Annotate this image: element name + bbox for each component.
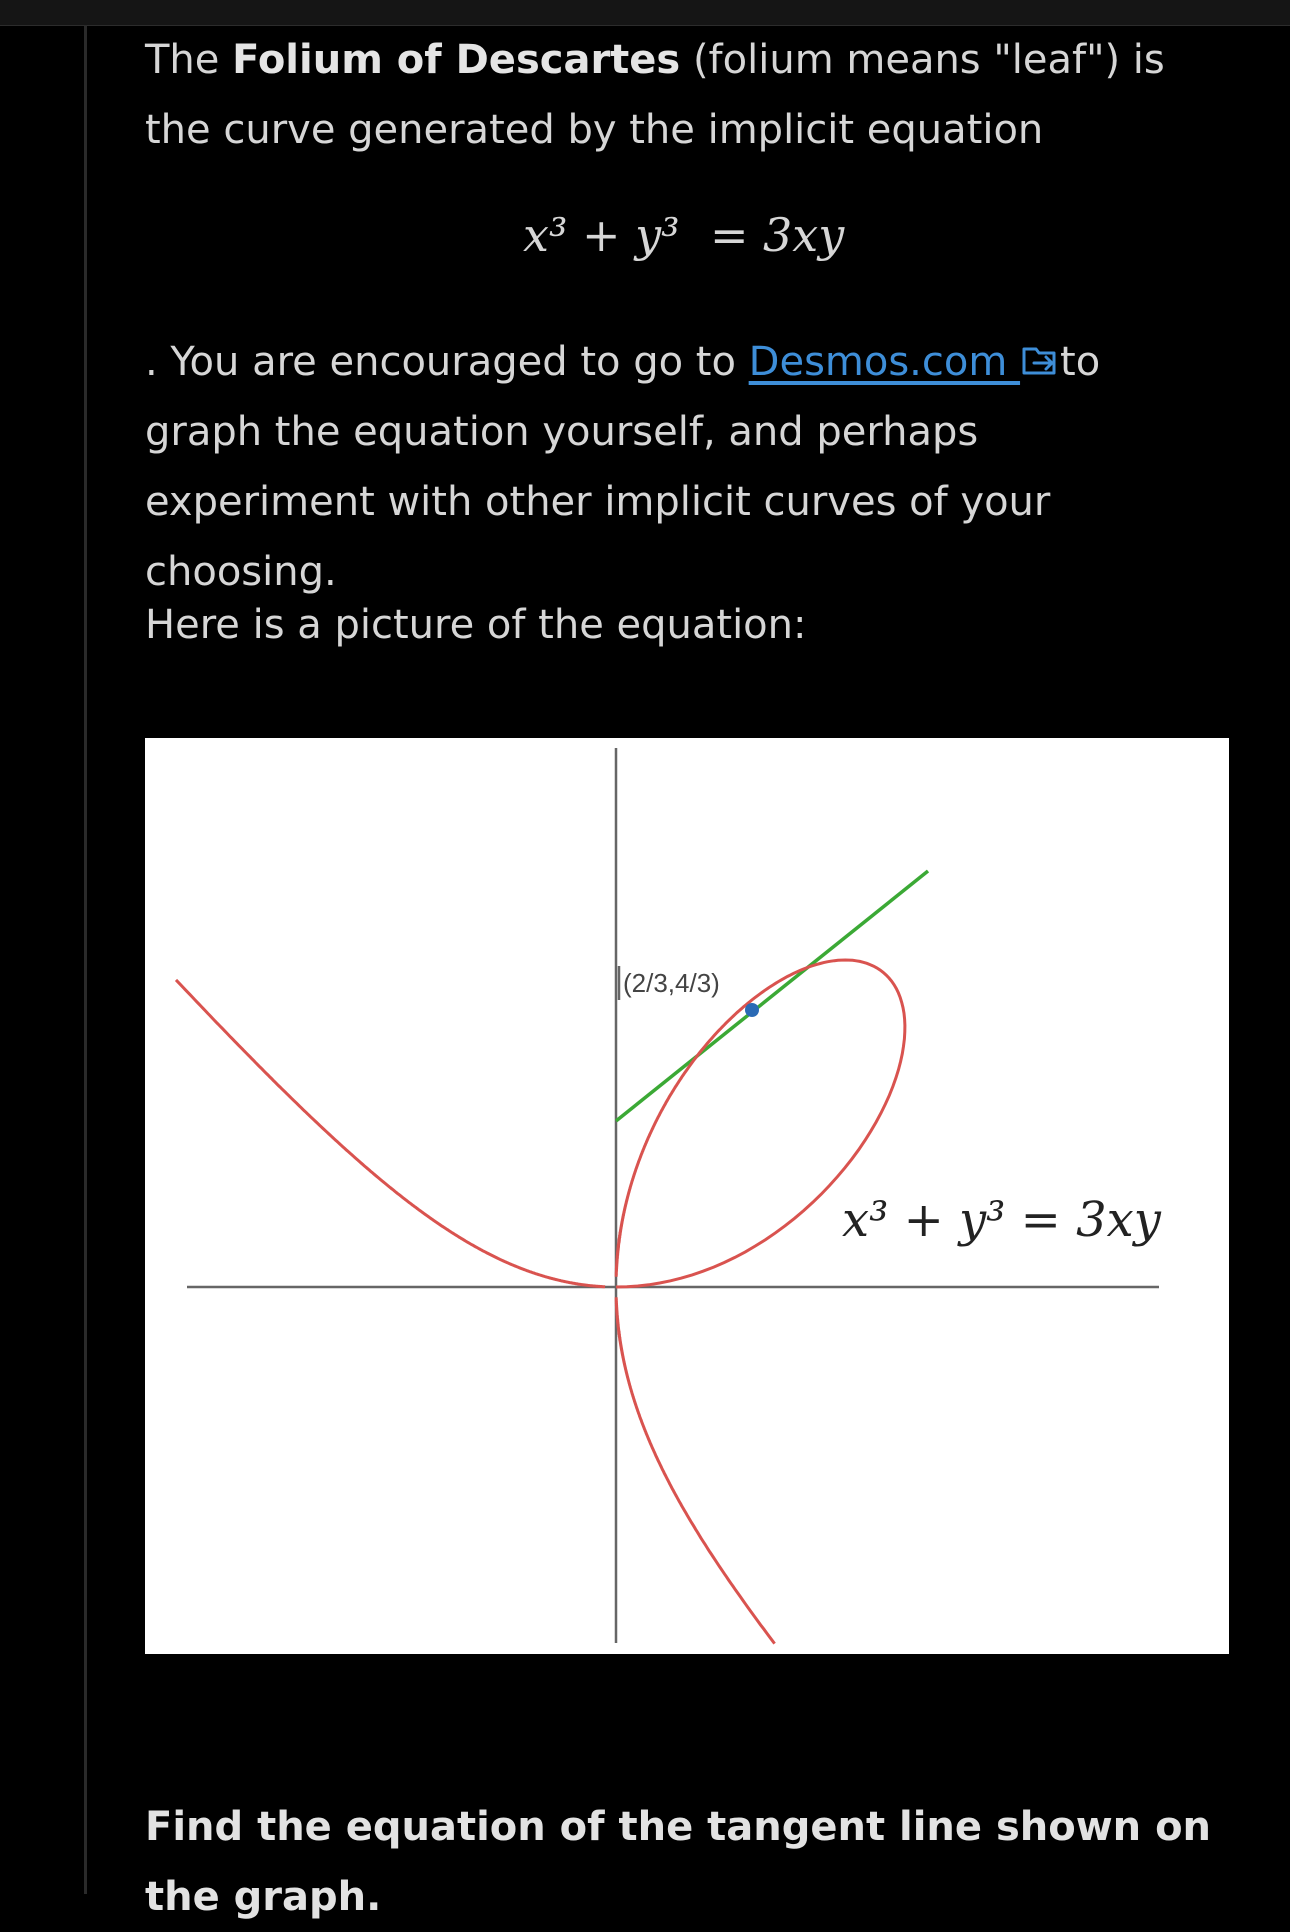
equation-equals: = bbox=[710, 208, 749, 262]
equation-lhs: x³ + y³ bbox=[523, 208, 680, 262]
folium-figure bbox=[145, 738, 1229, 1654]
tangent-point bbox=[745, 1003, 759, 1017]
curve-equation-label: x³ + y³ = 3xy bbox=[842, 1192, 1161, 1248]
folium-graph bbox=[145, 738, 1229, 1654]
equation-rhs: 3xy bbox=[763, 208, 845, 262]
top-bar bbox=[0, 0, 1290, 26]
display-equation bbox=[145, 193, 1235, 273]
encourage-paragraph bbox=[145, 327, 1205, 607]
equation-svg bbox=[145, 193, 1235, 273]
encourage-lead: . You are encouraged to go to bbox=[145, 339, 749, 385]
desmos-link[interactable]: Desmos.com bbox=[748, 339, 1021, 385]
folium-term: Folium of Descartes bbox=[232, 37, 681, 83]
folium-curve bbox=[176, 960, 905, 1644]
intro-paragraph bbox=[145, 25, 1205, 165]
point-label: (2/3,4/3) bbox=[623, 968, 720, 998]
encourage-after: to graph the equation yourself, and perhaps experiment with other implicit curves of your choosing. bbox=[145, 339, 1101, 595]
picture-intro: Here is a picture of the equation: bbox=[145, 602, 807, 648]
question-text: Find the equation of the tangent line shown on the graph. bbox=[145, 1804, 1212, 1920]
intro-prefix: The bbox=[145, 37, 233, 83]
left-rule bbox=[84, 25, 87, 1894]
external-link-icon[interactable] bbox=[1020, 329, 1060, 363]
intro-suffix: (folium means "leaf") is the curve generated by the implicit equation bbox=[145, 37, 1165, 153]
